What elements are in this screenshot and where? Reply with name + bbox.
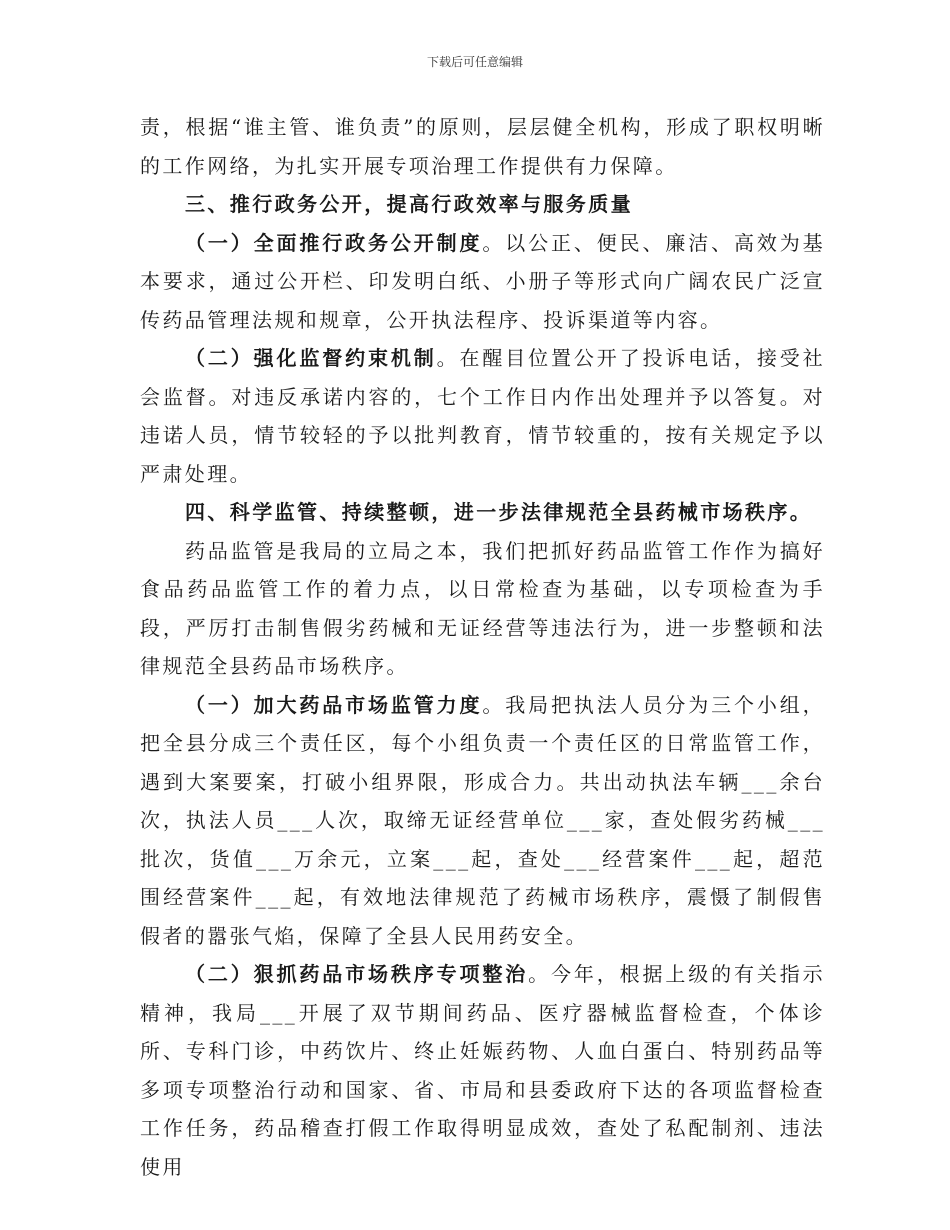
paragraph-text: 。我局把执法人员分为三个小组，把全县分成三个责任区，每个小组负责一个责任区的日常监管工作，遇到大案要案，打破小组界限，形成合力。共出动执法车辆___余台次，执法人员___人次，取缔无证经营单位___家，查处假劣药械___批次，货值___万余元，立案___起，查处___经营案件___起，超范围经营案件___起，有效地法律规范了药械市场秩序，震慑了制假售假者的嚣张气焰，保障了全县人民用药安全。 [140, 692, 826, 948]
section-heading-4: 四、科学监管、持续整顿，进一步法律规范全县药械市场秩序。 [185, 500, 813, 524]
page-header: 下载后可任意编辑 [426, 55, 523, 69]
section-heading-3: 三、推行政务公开，提高行政效率与服务质量 [185, 192, 633, 216]
subheading-lead: （二）狠抓药品市场秩序专项整治 [185, 962, 529, 986]
subheading-lead: （一）加大药品市场监管力度 [185, 692, 483, 717]
subheading-lead: （一）全面推行政务公开制度 [185, 230, 483, 255]
paragraph-supervision [140, 339, 825, 493]
document-body [140, 108, 825, 1186]
paragraph-text: 。在醒目位置公开了投诉电话，接受社会监督。对违反承诺内容的，七个工作日内作出处理并予以答复。对违诺人员，情节较轻的予以批判教育，情节较重的，按有关规定予以严肃处理。 [140, 346, 825, 486]
paragraph-drug-supervision: 药品监管是我局的立局之本，我们把抓好药品监管工作作为搞好食品药品监管工作的着力点，以日常检查为基础，以专项检查为手段，严厉打击制售假劣药械和无证经营等违法行为，进一步整顿和法律规范全县药品市场秩序。 [140, 538, 825, 678]
paragraph-market-supervision [140, 686, 825, 956]
paragraph-text: 。今年，根据上级的有关指示精神，我局___开展了双节期间药品、医疗器械监督检查，个体诊所、专科门诊，中药饮片、终止妊娠药物、人血白蛋白、特别药品等多项专项整治行动和国家、省、市局和县委政府下达的各项监督检查工作任务，药品稽查打假工作取得明显成效，查处了私配制剂、违法使用 [140, 962, 825, 1179]
subheading-lead: （二）强化监督约束机制 [185, 346, 437, 370]
paragraph-continuation: 责，根据“谁主管、谁负责”的原则，层层健全机构，形成了职权明晰的工作网络，为扎实开展专项治理工作提供有力保障。 [140, 115, 825, 178]
paragraph-public-affairs [140, 224, 825, 340]
paragraph-special-rectification [140, 955, 825, 1186]
paragraph-text: 。以公正、便民、廉洁、高效为基本要求，通过公开栏、印发明白纸、小册子等形式向广阔农民广泛宣传药品管理法规和规章，公开执法程序、投诉渠道等内容。 [140, 230, 826, 332]
